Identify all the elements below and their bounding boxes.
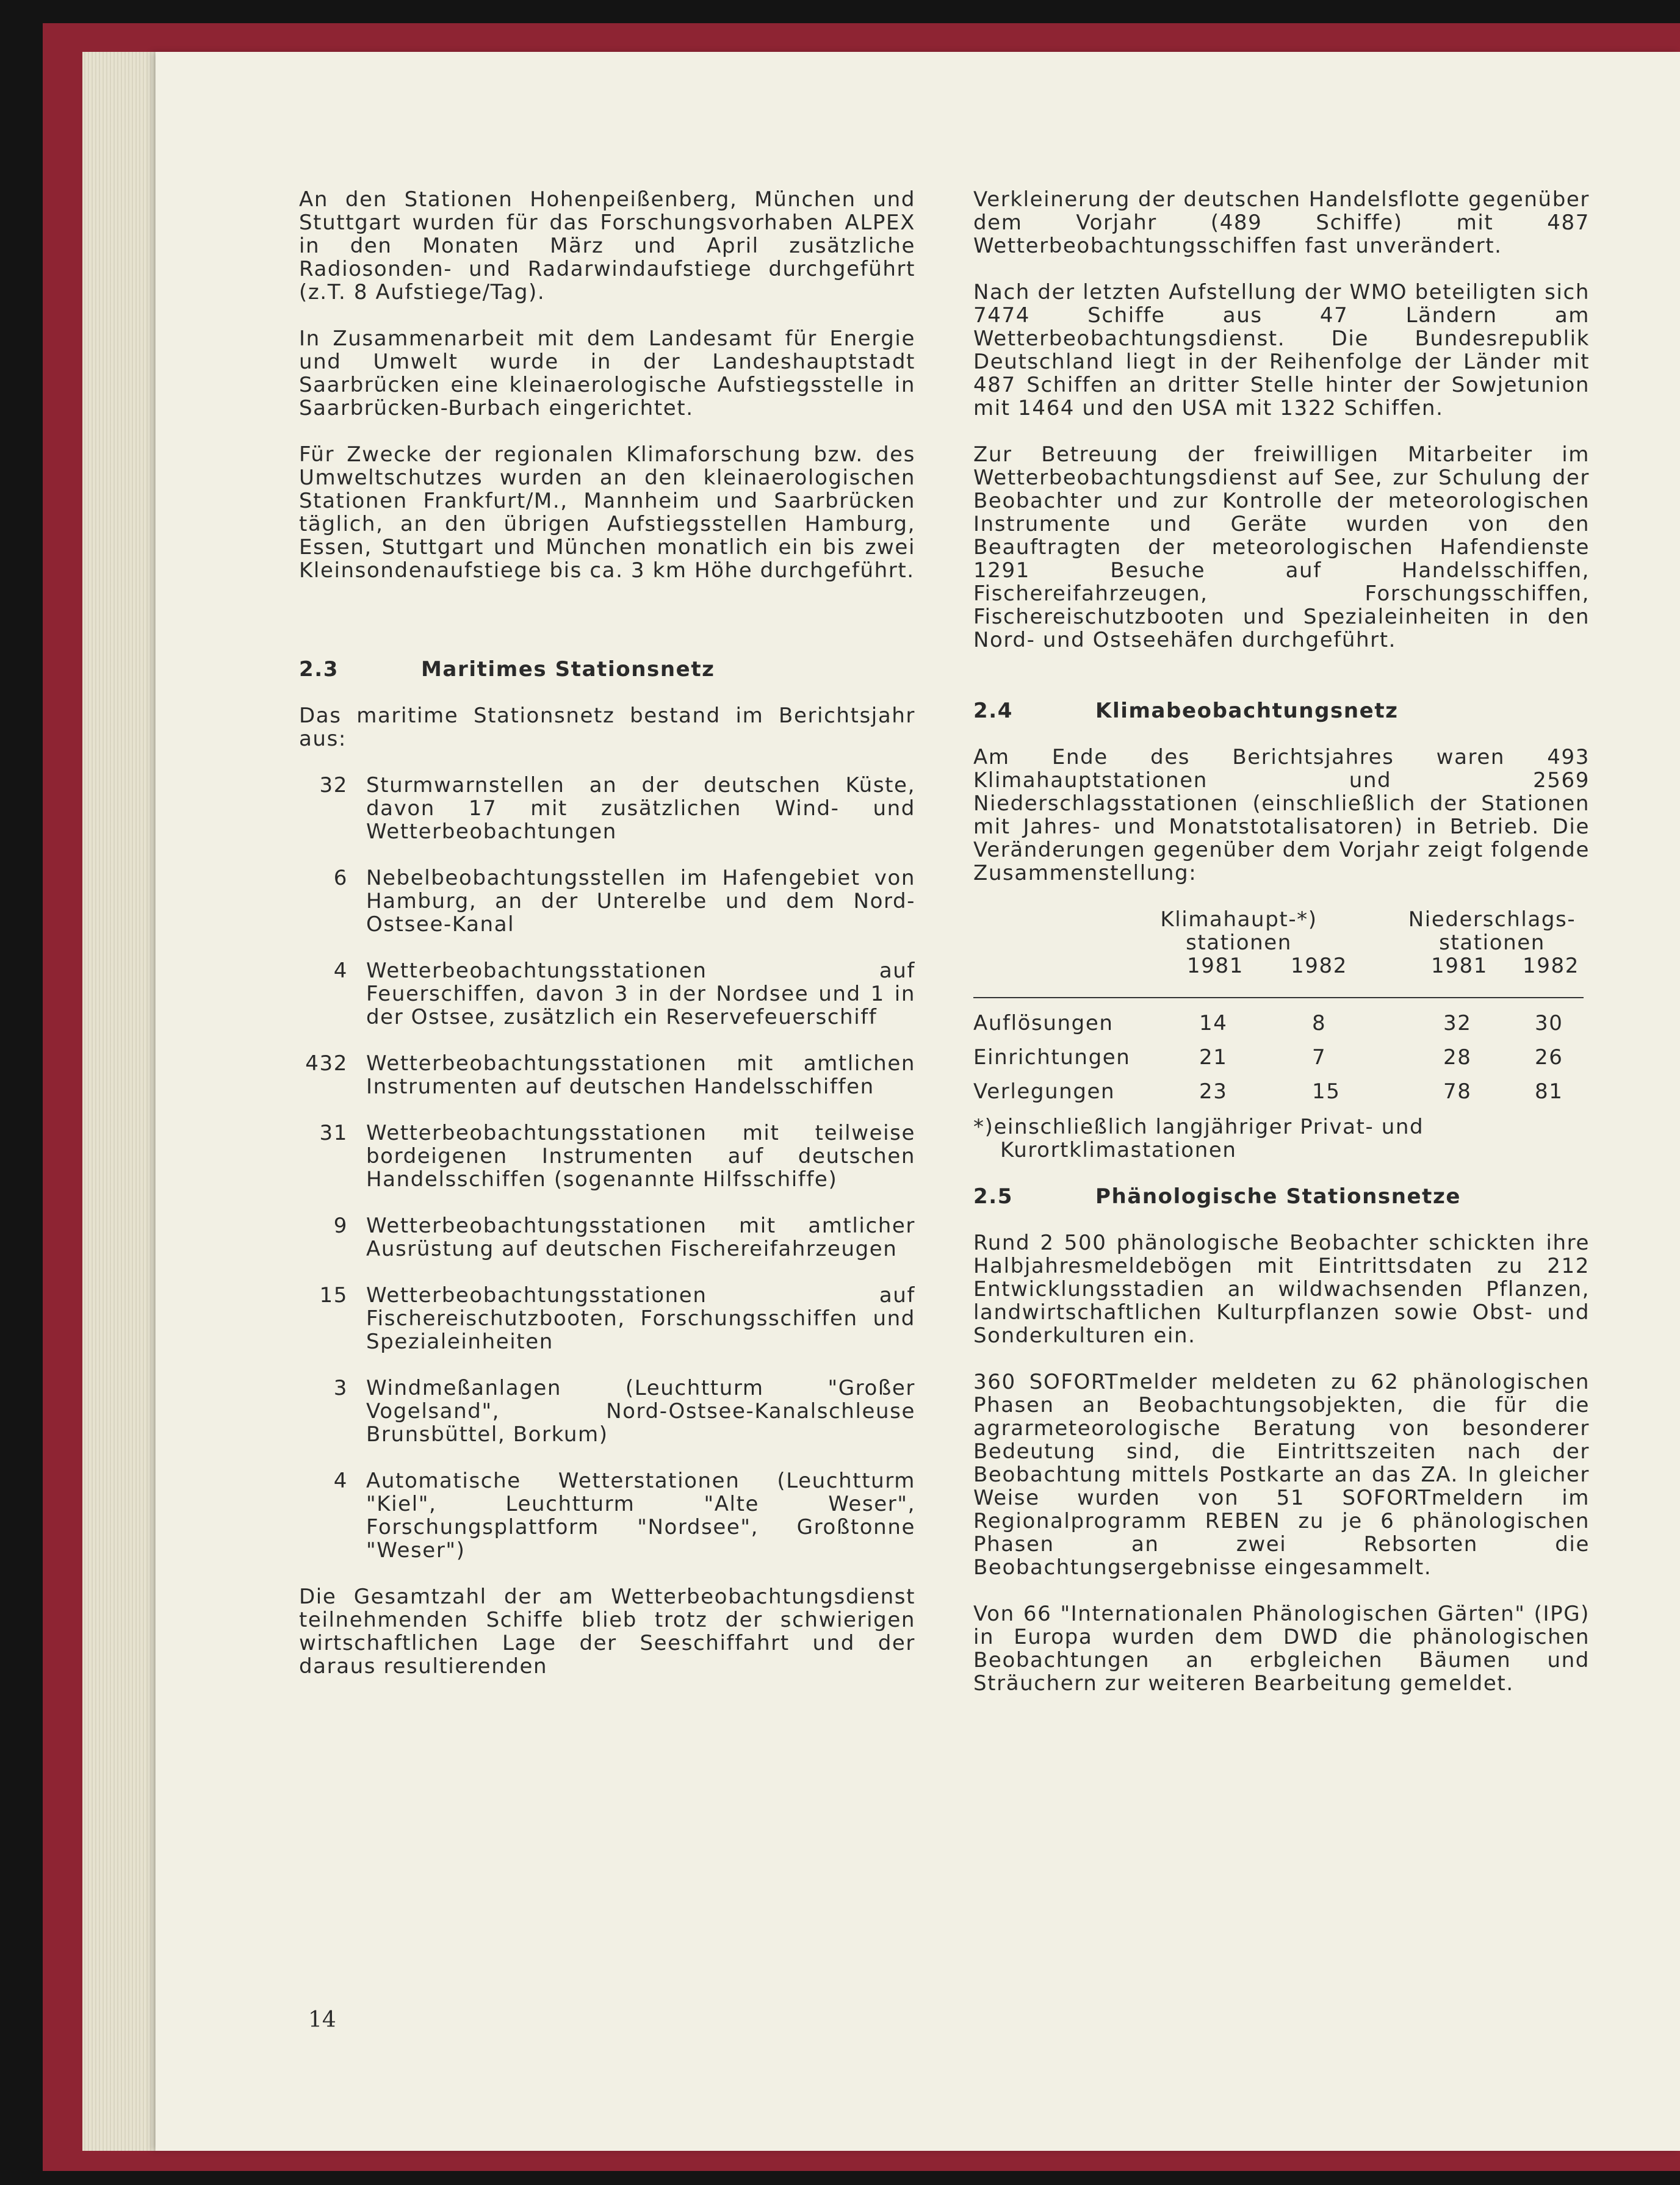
item-text: Wetterbeobachtungsstationen mit teilweise bordeigenen Instrumenten auf deutschen Handelsschiffen (sogenannte Hilfsschiffe) bbox=[366, 1121, 915, 1192]
item-text: Wetterbeobachtungsstationen mit amtlicher Ausrüstung auf deutschen Fischereifahrzeugen bbox=[366, 1214, 915, 1261]
list-item bbox=[299, 1284, 915, 1353]
list-item bbox=[299, 866, 915, 936]
paragraph: Für Zwecke der regionalen Klimaforschung bzw. des Umweltschutzes wurden an den kleinaerologischen Stationen Frankfurt/M., Mannheim und Saarbrücken täglich, an den übrigen Aufstiegsstellen Hamburg, Essen, Stuttgart und München monatlich ein bis zwei Kleinsondenaufstiege bis ca. 3 km Höhe durchgeführt. bbox=[299, 442, 915, 583]
item-count: 32 bbox=[319, 773, 348, 797]
table-year: 1981 bbox=[1187, 954, 1244, 978]
paragraph: Verkleinerung der deutschen Handelsflotte gegenüber dem Vorjahr (489 Schiffe) mit 487 Wetterbeobachtungsschiffen fast unverändert. bbox=[973, 187, 1590, 258]
paragraph: Zur Betreuung der freiwilligen Mitarbeiter im Wetterbeobachtungsdienst auf See, zur Schulung der Beobachter und zur Kontrolle der meteorologischen Instrumente und Geräte wurden von den Beauftragten der meteorologischen Hafendienste 1291 Besuche auf Handelsschiffen, Fischereifahrzeugen, Forschungsschiffen, Fischereischutzbooten und Spezialeinheiten in den Nord- und Ostseehäfen durchgeführt. bbox=[973, 442, 1590, 652]
table-cell: 30 bbox=[1535, 1011, 1563, 1035]
paragraph: An den Stationen Hohenpeißenberg, München und Stuttgart wurden für das Forschungsvorhaben ALPEX in den Monaten März und April zusätzliche Radiosonden- und Radarwindaufstiege durchgeführt (z.T. 8 Aufstiege/Tag). bbox=[299, 187, 915, 304]
table-row-label: Einrichtungen bbox=[973, 1045, 1131, 1070]
item-text: Nebelbeobachtungsstellen im Hafengebiet von Hamburg, an der Unterelbe und dem Nord-Ostsee-Kanal bbox=[366, 866, 915, 937]
table-cell: 81 bbox=[1535, 1079, 1563, 1104]
table-cell: 26 bbox=[1535, 1045, 1563, 1070]
item-count: 3 bbox=[333, 1376, 348, 1400]
list-item bbox=[299, 959, 915, 1029]
table-year: 1982 bbox=[1523, 954, 1579, 978]
section-title: Phänologische Stationsnetze bbox=[1095, 1184, 1462, 1209]
list-item bbox=[299, 774, 915, 843]
table-cell: 23 bbox=[1199, 1079, 1228, 1104]
table-cell: 21 bbox=[1199, 1045, 1228, 1070]
section-heading-2-4 bbox=[973, 699, 1590, 722]
section-intro: Das maritime Stationsnetz bestand im Berichtsjahr aus: bbox=[299, 704, 915, 751]
table-rule bbox=[973, 997, 1584, 998]
table-cell: 28 bbox=[1443, 1045, 1472, 1070]
list-item bbox=[299, 1469, 915, 1562]
footnote-line: *)einschließlich langjähriger Privat- und bbox=[973, 1115, 1424, 1139]
list-item bbox=[299, 1121, 915, 1191]
item-text: Automatische Wetterstationen (Leuchtturm "Kiel", Leuchtturm "Alte Weser", Forschungsplattform "Nordsee", Großtonne "Weser") bbox=[366, 1469, 915, 1563]
section-number: 2.4 bbox=[973, 699, 1014, 723]
table-cell: 8 bbox=[1312, 1011, 1327, 1035]
table-year: 1982 bbox=[1291, 954, 1347, 978]
footnote-line: Kurortklimastationen bbox=[1000, 1138, 1237, 1162]
paragraph: Rund 2 500 phänologische Beobachter schickten ihre Halbjahresmeldebögen mit Eintrittsdaten zu 212 Entwicklungsstadien an wildwachsenden Pflanzen, landwirtschaftlichen Kulturpflanzen sowie Obst- und Sonderkulturen ein. bbox=[973, 1231, 1590, 1348]
item-count: 4 bbox=[333, 959, 348, 983]
table-cell: 32 bbox=[1443, 1011, 1472, 1035]
item-count: 15 bbox=[319, 1283, 348, 1308]
table-header-group: stationen bbox=[1186, 931, 1292, 955]
paragraph: In Zusammenarbeit mit dem Landesamt für Energie und Umwelt wurde in der Landeshauptstadt Saarbrücken eine kleinaerologische Aufstiegsstelle in Saarbrücken-Burbach eingerichtet. bbox=[299, 326, 915, 420]
paragraph: Nach der letzten Aufstellung der WMO beteiligten sich 7474 Schiffe aus 47 Ländern am Wetterbeobachtungsdienst. Die Bundesrepublik Deutschland liegt in der Reihenfolge der Länder mit 487 Schiffen an dritter Stelle hinter der Sowjetunion mit 1464 und den USA mit 1322 Schiffen. bbox=[973, 280, 1590, 420]
table-year: 1981 bbox=[1431, 954, 1488, 978]
section-heading-2-3 bbox=[299, 658, 915, 681]
list-item bbox=[299, 1052, 915, 1098]
item-text: Wetterbeobachtungsstationen auf Feuerschiffen, davon 3 in der Nordsee und 1 in der Ostsee, zusätzlich ein Reservefeuerschiff bbox=[366, 959, 915, 1029]
section-title: Klimabeobachtungsnetz bbox=[1095, 699, 1399, 723]
item-count: 9 bbox=[333, 1214, 348, 1238]
table-header-group: stationen bbox=[1439, 931, 1545, 955]
item-text: Wetterbeobachtungsstationen auf Fischereischutzbooten, Forschungsschiffen und Spezialeinheiten bbox=[366, 1283, 915, 1354]
table-footnote bbox=[973, 1115, 1590, 1162]
table-cell: 7 bbox=[1312, 1045, 1327, 1070]
section-heading-2-5 bbox=[973, 1185, 1590, 1208]
table-cell: 78 bbox=[1443, 1079, 1472, 1104]
closing-paragraph: Die Gesamtzahl der am Wetterbeobachtungsdienst teilnehmenden Schiffe blieb trotz der schwierigen wirtschaftlichen Lage der Seeschiffahrt und der daraus resultierenden bbox=[299, 1585, 915, 1679]
table-header-group: Niederschlags- bbox=[1408, 907, 1576, 932]
station-changes-table bbox=[973, 907, 1590, 1104]
table-cell: 15 bbox=[1312, 1079, 1341, 1104]
table-cell: 14 bbox=[1199, 1011, 1228, 1035]
page-number: 14 bbox=[308, 2007, 336, 2032]
left-column bbox=[299, 188, 915, 1701]
item-text: Windmeßanlagen (Leuchtturm "Großer Vogelsand", Nord-Ostsee-Kanalschleuse Brunsbüttel, Borkum) bbox=[366, 1376, 915, 1447]
paragraph: Am Ende des Berichtsjahres waren 493 Klimahauptstationen und 2569 Niederschlagsstationen (einschließlich der Stationen mit Jahres- und Monatstotalisatoren) in Betrieb. Die Veränderungen gegenüber dem Vorjahr zeigt folgende Zusammenstellung: bbox=[973, 745, 1590, 885]
item-text: Wetterbeobachtungsstationen mit amtlichen Instrumenten auf deutschen Handelsschiffen bbox=[366, 1051, 915, 1099]
item-text: Sturmwarnstellen an der deutschen Küste, davon 17 mit zusätzlichen Wind- und Wetterbeobachtungen bbox=[366, 773, 915, 844]
paragraph: Von 66 "Internationalen Phänologischen Gärten" (IPG) in Europa wurden dem DWD die phänologischen Beobachtungen an erbgleichen Bäumen und Sträuchern zur weiteren Bearbeitung gemeldet. bbox=[973, 1602, 1590, 1696]
item-count: 6 bbox=[333, 866, 348, 890]
table-header-group: Klimahaupt-*) bbox=[1160, 907, 1318, 932]
table-row-label: Verlegungen bbox=[973, 1079, 1116, 1104]
paragraph: 360 SOFORTmelder meldeten zu 62 phänologischen Phasen an Beobachtungsobjekten, die für die agrarmeteorologische Beratung von besonderer Bedeutung sind, die Eintrittszeiten nach der Beobachtung mittels Postkarte an das ZA. In gleicher Weise wurden von 51 SOFORTmeldern im Regionalprogramm REBEN zu je 6 phänologischen Phasen an zwei Rebsorten die Beobachtungsergebnisse eingesammelt. bbox=[973, 1370, 1590, 1580]
item-count: 4 bbox=[333, 1469, 348, 1493]
item-count: 432 bbox=[305, 1051, 348, 1076]
section-title: Maritimes Stationsnetz bbox=[421, 657, 715, 682]
right-column bbox=[973, 188, 1590, 1718]
table-row-label: Auflösungen bbox=[973, 1011, 1114, 1035]
section-number: 2.5 bbox=[973, 1184, 1014, 1209]
list-item bbox=[299, 1377, 915, 1446]
item-count: 31 bbox=[319, 1121, 348, 1145]
list-item bbox=[299, 1214, 915, 1261]
section-number: 2.3 bbox=[299, 657, 339, 682]
